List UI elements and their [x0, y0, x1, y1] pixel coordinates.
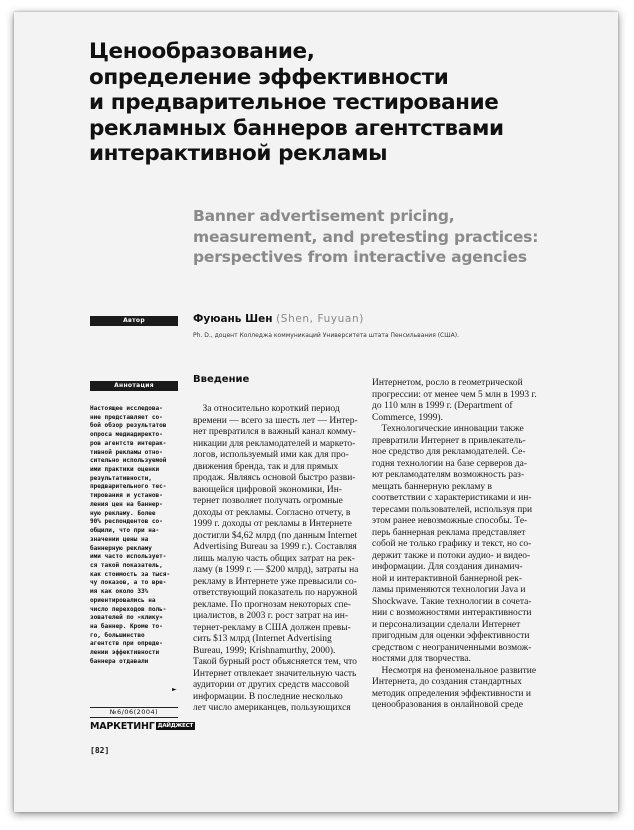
abstract-line: значении цены на	[90, 535, 149, 543]
abstract-line: предварительного тес-	[90, 483, 167, 491]
body-line: нии с возможностями интерактивности	[372, 608, 532, 618]
body-line: вающейся цифровой экономики, Ин-	[193, 484, 342, 495]
abstract-line: результативности,	[90, 474, 152, 482]
body-line: Интернет отвлекает значительную часть	[193, 668, 357, 679]
english-title-line: Banner advertisement pricing,	[193, 207, 455, 225]
body-line: информации. В последние несколько	[193, 691, 343, 702]
abstract-line: ими практики оценки	[90, 466, 160, 474]
english-title-line: perspectives from interactive agencies	[193, 248, 527, 266]
abstract-line: ную рекламу. Более	[90, 509, 156, 517]
body-line: Несмотря на феноменальное развитие	[372, 665, 537, 676]
body-line: Bureau, 1999; Krishnamurthy, 2000).	[193, 645, 336, 656]
body-line: движения бренда, так и для прямых	[193, 461, 339, 472]
body-line: тернет-рекламу в США должен превы-	[193, 622, 351, 633]
body-line: тернет позволяет получать огромные	[193, 496, 343, 506]
abstract-line: зователей по «клику»	[90, 614, 163, 622]
title-line: Ценообразование,	[89, 39, 315, 64]
abstract-line: сительно используемой	[90, 457, 167, 465]
body-line: ной и интерактивной баннерной рек-	[372, 573, 522, 584]
author-name-text: Фуюань Шен	[193, 313, 273, 325]
body-line: до 110 млн в 1999 г. (Department of	[372, 401, 513, 411]
body-line: времени — всего за шесть лет — Интер-	[193, 415, 358, 426]
section-heading: Введение	[193, 374, 250, 385]
body-line: Advertising Bureau за 1999 г.). Составляя	[193, 542, 357, 552]
brand-tag: ДАЙДЖЕСТ	[157, 723, 194, 729]
abstract-line: ими часто использует-	[90, 553, 167, 561]
body-line: ностями для творчества.	[372, 654, 471, 664]
abstract-line: тивной рекламы отно-	[90, 448, 163, 456]
abstract-line: ориентировались на	[90, 596, 156, 604]
body-line: Shockwave. Такие технологии в сочета-	[372, 596, 532, 607]
body-line: годня технологии на базе серверов да-	[372, 458, 528, 469]
body-line: и персонализации сделали Интернет	[372, 619, 521, 630]
body-line: собой не только графику и текст, но со-	[372, 539, 532, 549]
abstract-line: ние представляет со-	[90, 413, 163, 421]
body-line: ламы применяются технологии Java и	[372, 585, 526, 595]
body-line: информации. Для создания динамич-	[372, 562, 523, 572]
abstract-line: бой обзор результатов	[90, 422, 167, 430]
body-column-2	[372, 378, 537, 712]
author-affiliation: Ph. D., доцент Колледжа коммуникаций Университета штата Пенсильвания (США).	[193, 332, 460, 339]
abstract-line: ров агентств интерак-	[90, 439, 167, 447]
abstract-line: число переходов поль-	[90, 605, 167, 613]
title-line: и предварительное тестирование	[89, 90, 499, 115]
author-latin-name: (Shen, Fuyuan)	[276, 313, 364, 325]
body-line: Интернета, до создания стандартных	[372, 677, 522, 687]
body-line: нет превратился в важный канал комму-	[193, 427, 356, 437]
body-line: сить $13 млрд (Internet Advertising	[193, 634, 332, 644]
abstract-label: Аннотация	[90, 381, 178, 391]
body-line: прогрессии: от менее чем 5 млн в 1993 г.	[372, 389, 537, 400]
body-line: ламу (в 1999 г. — $200 млрд), затраты на	[193, 565, 359, 575]
magazine-brand	[90, 721, 195, 732]
body-line: никации для рекламодателей и маркето-	[193, 438, 356, 449]
body-column-1	[193, 404, 358, 715]
body-line: тересами пользователей, используя при	[372, 504, 533, 515]
body-line: лет число американцев, пользующихся	[193, 703, 351, 713]
body-line: этом ранее невозможные способы. Те-	[372, 516, 528, 526]
body-line: Интернетом, росло в геометрической	[372, 378, 523, 388]
body-line: лишь малую часть общих затрат на рек-	[193, 553, 355, 564]
abstract-line: на баннер. Кроме то-	[90, 622, 163, 630]
body-line: ют рекламодателям возможность раз-	[372, 470, 525, 480]
abstract-line: 90% респондентов со-	[90, 518, 163, 526]
abstract-line: агентств при опреде-	[90, 640, 163, 648]
title-line: интерактивной рекламы	[89, 141, 388, 166]
magazine-page	[14, 12, 618, 812]
abstract-text	[90, 405, 182, 667]
body-line: логов, используемый ими как для про-	[193, 450, 349, 460]
article-title	[89, 39, 609, 167]
body-line: ное средство для рекламодателей. Се-	[372, 447, 526, 457]
body-line: рекламе. По прогнозам некоторых спе-	[193, 599, 351, 610]
abstract-line: опроса медиадиректо-	[90, 431, 163, 439]
brand-main: МАРКЕТИНГ	[90, 721, 155, 732]
body-line: превратили Интернет в привлекатель-	[372, 435, 526, 446]
page-number: [82]	[90, 746, 110, 755]
author-name	[193, 313, 364, 325]
title-line: определение эффективности	[89, 64, 449, 90]
body-line: держит также и потоки аудио- и видео-	[372, 550, 531, 561]
body-line: 1999 г. доходы от рекламы в Интернете	[193, 519, 352, 529]
body-line: методик определения эффективности и	[372, 688, 531, 699]
body-line: Такой бурный рост объясняется тем, что	[193, 657, 357, 667]
body-line: аудитории от других средств массовой	[193, 680, 350, 690]
body-line: доходы от рекламы. Согласно отчету, в	[193, 507, 351, 518]
title-line: рекламных баннеров агентствами	[89, 115, 504, 141]
body-line: Commerce, 1999).	[372, 412, 443, 423]
body-line: достигли $4,62 млрд (по данным Internet	[193, 530, 358, 541]
body-line: мещать баннерную рекламу в	[372, 481, 493, 492]
body-line: соответствии с характеристиками и ин-	[372, 493, 532, 503]
abstract-line: баннерную рекламу	[90, 544, 152, 552]
body-line: рекламу в Интернете уже превысили со-	[193, 576, 357, 587]
body-line: продаж. Являясь основой быстро разви-	[193, 473, 356, 483]
abstract-line: лении эффективности	[90, 649, 160, 657]
english-title-line: measurement, and pretesting practices:	[193, 227, 539, 246]
body-line: пригодным для оценки эффективности	[372, 631, 530, 641]
english-title	[193, 206, 593, 268]
body-line: Технологические инновации также	[372, 424, 524, 434]
abstract-line: баннера отдавали	[90, 657, 149, 665]
body-line: За относительно короткий период	[193, 404, 340, 414]
abstract-line: мя как около 33%	[90, 588, 149, 596]
body-line: ответствующий показатель по наружной	[193, 588, 358, 598]
abstract-line: ся такой показатель,	[90, 561, 163, 569]
abstract-line: как стоимость за тыся-	[90, 570, 171, 578]
body-line: циалистов, в 2003 г. рост затрат на ин-	[193, 611, 349, 621]
body-line: средством с неограниченными возмож-	[372, 642, 532, 653]
author-label: Автор	[90, 316, 178, 326]
abstract-line: чу показов, а то вре-	[90, 579, 167, 587]
abstract-line: го, большинство	[90, 631, 145, 639]
abstract-line: общили, что при на-	[90, 527, 160, 535]
continue-arrow-icon: ►	[172, 686, 177, 693]
body-line: ценообразования в онлайновой среде	[372, 700, 523, 710]
abstract-line: ления цен на баннер-	[90, 500, 163, 508]
abstract-line: Настоящее исследова-	[90, 405, 163, 412]
body-line: перь баннерная реклама представляет	[372, 527, 526, 538]
issue-number: №6/06(2004)	[90, 707, 178, 718]
abstract-line: тирования и установ-	[90, 492, 163, 500]
